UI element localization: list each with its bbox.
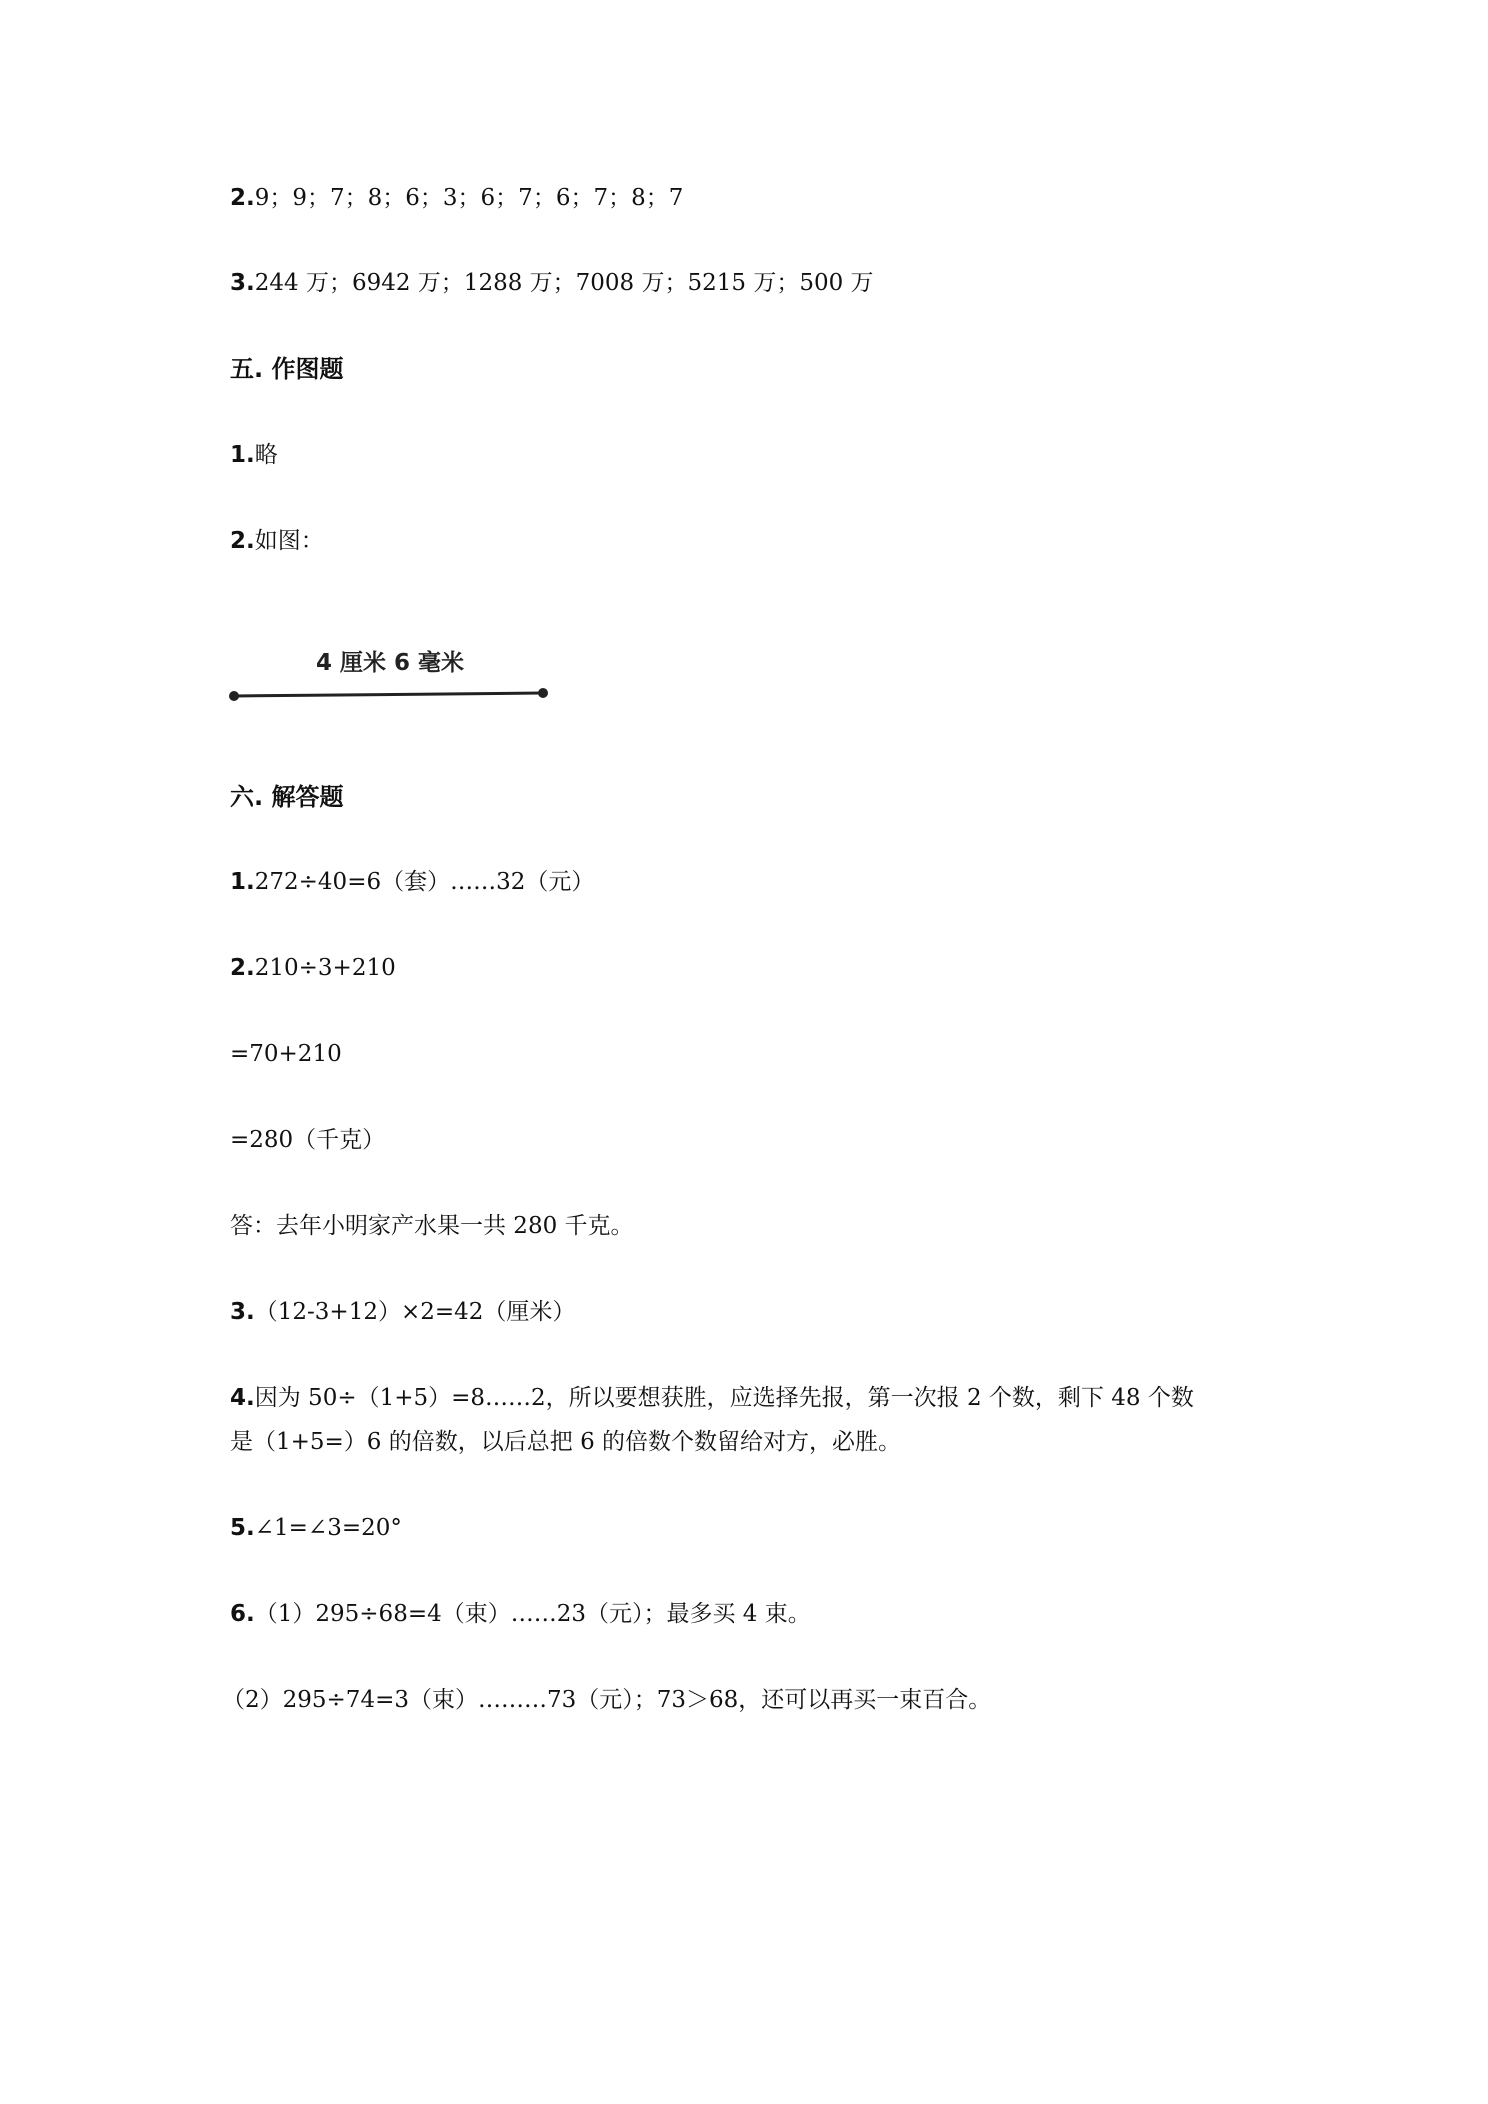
- item-number: 1.: [230, 869, 255, 895]
- answer-4-2: [230, 182, 683, 214]
- item-text: 因为 50÷（1+5）=8……2，所以要想获胜，应选择先报，第一次报 2 个数，剩下 48 个数: [254, 1385, 1194, 1411]
- item-number: 5.: [230, 1515, 255, 1541]
- answer-6-2: [230, 952, 396, 984]
- answer-6-2-step2: =280（千克）: [230, 1127, 386, 1153]
- answer-5-2: [230, 525, 324, 557]
- item-number: 2.: [230, 185, 255, 211]
- segment-length-label: 4 厘米 6 毫米: [316, 650, 465, 676]
- item-text: 210÷3+210: [254, 955, 396, 981]
- item-number: 2.: [230, 528, 255, 554]
- answer-6-3: [230, 1296, 575, 1328]
- answer-6-1: [230, 866, 594, 898]
- item-number: 4.: [230, 1385, 255, 1411]
- line-segment-figure: [228, 640, 558, 720]
- item-text: 9；9；7；8；6；3；6；7；6；7；8；7: [254, 185, 684, 211]
- answer-5-1: [230, 439, 278, 471]
- item-number: 6.: [230, 1601, 255, 1627]
- item-number: 2.: [230, 955, 255, 981]
- item-text: 272÷40=6（套）……32（元）: [254, 869, 595, 895]
- answer-6-4-cont: 是（1+5=）6 的倍数，以后总把 6 的倍数个数留给对方，必胜。: [230, 1429, 902, 1455]
- answer-6-2-conclusion: 答：去年小明家产水果一共 280 千克。: [230, 1213, 634, 1239]
- item-text: 244 万；6942 万；1288 万；7008 万；5215 万；500 万: [254, 270, 874, 296]
- answer-6-6-part2: （2）295÷74=3（束）………73（元）；73＞68，还可以再买一束百合。: [222, 1687, 992, 1713]
- item-text: 略: [254, 442, 278, 468]
- answer-6-2-step1: =70+210: [230, 1041, 342, 1067]
- item-text: ∠1=∠3=20°: [254, 1515, 402, 1541]
- answer-6-5: [230, 1512, 402, 1544]
- segment-endpoint-left: [229, 691, 239, 701]
- item-text: （1）295÷68=4（束）……23（元）；最多买 4 束。: [254, 1601, 811, 1627]
- line-segment-drawing: [228, 640, 558, 720]
- answer-4-3: [230, 267, 874, 299]
- item-number: 1.: [230, 442, 255, 468]
- section-5-heading: 五. 作图题: [230, 355, 344, 383]
- section-6-heading: 六. 解答题: [230, 783, 344, 811]
- item-text: 如图：: [254, 528, 324, 554]
- item-number: 3.: [230, 270, 255, 296]
- line-segment: [234, 693, 543, 696]
- segment-endpoint-right: [538, 688, 548, 698]
- answer-6-4: [230, 1382, 1194, 1414]
- item-text: （12-3+12）×2=42（厘米）: [254, 1299, 576, 1325]
- item-number: 3.: [230, 1299, 255, 1325]
- answer-6-6: [230, 1598, 811, 1630]
